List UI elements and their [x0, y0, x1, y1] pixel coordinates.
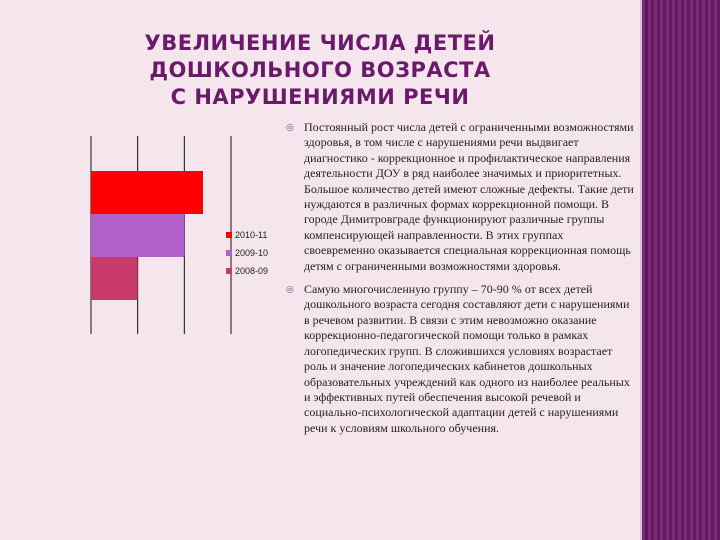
chart-bar-2010-11: [91, 171, 203, 214]
bullet-item-1: [286, 120, 636, 274]
legend-swatch: [226, 268, 232, 274]
chart-bar-2009-10: [91, 214, 184, 257]
bullet-text-2: Самую многочисленную группу – 70-90 % от всех детей дошкольного возраста сегодня составляют дети с нарушениями в речевом развитии. В связи с этим невозможно оказание коррекционно-педагогической помощи только в рамках логопедических групп. В сложившихся условиях возрастает роль и значение логопедических кабинетов дошкольных образовательных учреждений как одного из наиболее реальных и эффективных путей обеспечения высокой речевой и социально-психологической адаптации детей с нарушениями речи к условиям школьного обучения.: [304, 282, 630, 435]
legend-label: 2008-09: [235, 266, 269, 276]
legend-label: 2010-11: [235, 230, 268, 240]
circle-bullet-icon: ◎: [286, 285, 294, 296]
bullet-text-1: Постоянный рост числа детей с ограниченными возможностями здоровья, в том числе с нарушениями речи выдвигает диагностико - коррекционное и профилактическое направления деятельности ДОУ в ряд наиболее значимых и приоритетных. Большое количество детей имеют сложные дефекты. Такие дети нуждаются в различных формах коррекционной помощи. В городе Димитровграде функционируют различные группы компенсирующей направленности. В этих группах своевременно оказывается специальная коррекционная помощь детям с ограниченными возможностями здоровья.: [304, 120, 634, 273]
legend-item-2008-09: [226, 262, 268, 280]
legend-swatch: [226, 250, 232, 256]
title-line-3: С НАРУШЕНИЯМИ РЕЧИ: [170, 85, 470, 109]
legend-item-2010-11: [226, 226, 268, 244]
text-content: [286, 120, 636, 444]
chart-legend: [226, 226, 268, 280]
bullet-item-2: [286, 282, 636, 436]
slide-title: [140, 30, 500, 111]
title-line-2: ДОШКОЛЬНОГО ВОЗРАСТА: [149, 58, 491, 82]
legend-swatch: [226, 232, 232, 238]
title-line-1: УВЕЛИЧЕНИЕ ЧИСЛА ДЕТЕЙ: [144, 31, 496, 55]
decorative-side-strip: [642, 0, 720, 540]
legend-label: 2009-10: [235, 248, 269, 258]
circle-bullet-icon: ◎: [286, 123, 294, 133]
chart-bar-2008-09: [91, 257, 138, 300]
legend-item-2009-10: [226, 244, 268, 262]
